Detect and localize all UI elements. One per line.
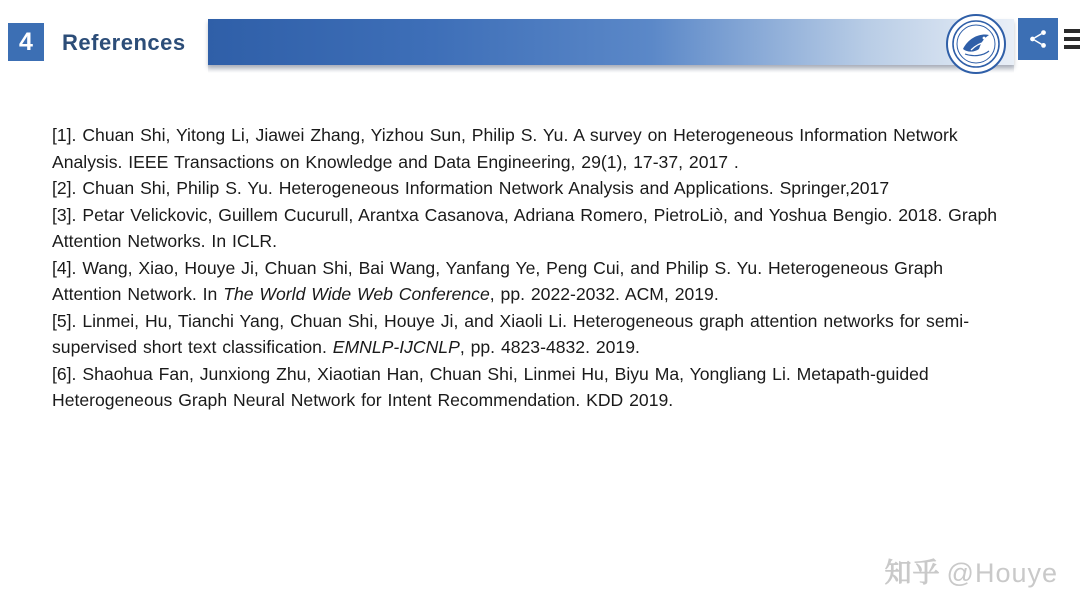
references-list bbox=[52, 122, 1012, 414]
reference-item bbox=[52, 202, 1012, 255]
university-seal-logo bbox=[946, 14, 1006, 74]
page-title: References bbox=[62, 30, 186, 55]
share-icon[interactable] bbox=[1018, 18, 1058, 60]
reference-text: [5]. Linmei, Hu, Tianchi Yang, Chuan Shi, Houye Ji, and Xiaoli Li. Heterogeneous graph attention networks for semi-supervised short text classification. bbox=[52, 310, 970, 357]
reference-item bbox=[52, 308, 1012, 361]
reference-text: , pp. 2022-2032. ACM, 2019. bbox=[489, 284, 719, 304]
reference-item bbox=[52, 255, 1012, 308]
menu-icon-bar bbox=[1064, 29, 1080, 33]
reference-venue: The World Wide Web Conference bbox=[223, 284, 490, 304]
reference-venue: EMNLP-IJCNLP bbox=[332, 337, 460, 357]
reference-item bbox=[52, 361, 1012, 414]
reference-text: [4]. Wang, Xiao, Houye Ji, Chuan Shi, Bai Wang, Yanfang Ye, Peng Cui, and Philip S. Yu. Heterogeneous Graph Attention Network. In bbox=[52, 257, 944, 304]
reference-text: [6]. Shaohua Fan, Junxiong Zhu, Xiaotian Han, Chuan Shi, Linmei Hu, Biyu Ma, Yongliang Li. Metapath-guided Heterogeneous Graph Neural Network for Intent Recommendation. KDD 2019. bbox=[52, 363, 929, 410]
reference-text: , pp. 4823-4832. 2019. bbox=[459, 337, 640, 357]
section-number-badge: 4 bbox=[8, 23, 44, 61]
header-gradient-bar bbox=[208, 19, 1014, 65]
watermark bbox=[885, 551, 1058, 590]
watermark-logo-text: 知乎 bbox=[884, 558, 941, 588]
reference-text: [3]. Petar Velickovic, Guillem Cucurull, Arantxa Casanova, Adriana Romero, PietroLiò, and Yoshua Bengio. 2018. Graph Attention Networks. In ICLR. bbox=[52, 204, 998, 251]
reference-text: [2]. Chuan Shi, Philip S. Yu. Heterogeneous Information Network Analysis and Applications. Springer,2017 bbox=[52, 178, 890, 198]
menu-icon-bar bbox=[1064, 37, 1080, 41]
slide-header bbox=[0, 0, 1080, 82]
reference-text: [1]. Chuan Shi, Yitong Li, Jiawei Zhang, Yizhou Sun, Philip S. Yu. A survey on Heterogeneous Information Network Analysis. IEEE Transactions on Knowledge and Data Engineering, 29(1), 17-37, 2017 . bbox=[52, 125, 958, 172]
reference-item bbox=[52, 175, 1012, 202]
header-bar-shadow bbox=[208, 65, 1014, 73]
reference-item bbox=[52, 122, 1012, 175]
menu-icon-bar bbox=[1064, 45, 1080, 49]
watermark-handle: @Houye bbox=[946, 558, 1058, 588]
menu-icon[interactable] bbox=[1064, 14, 1080, 64]
